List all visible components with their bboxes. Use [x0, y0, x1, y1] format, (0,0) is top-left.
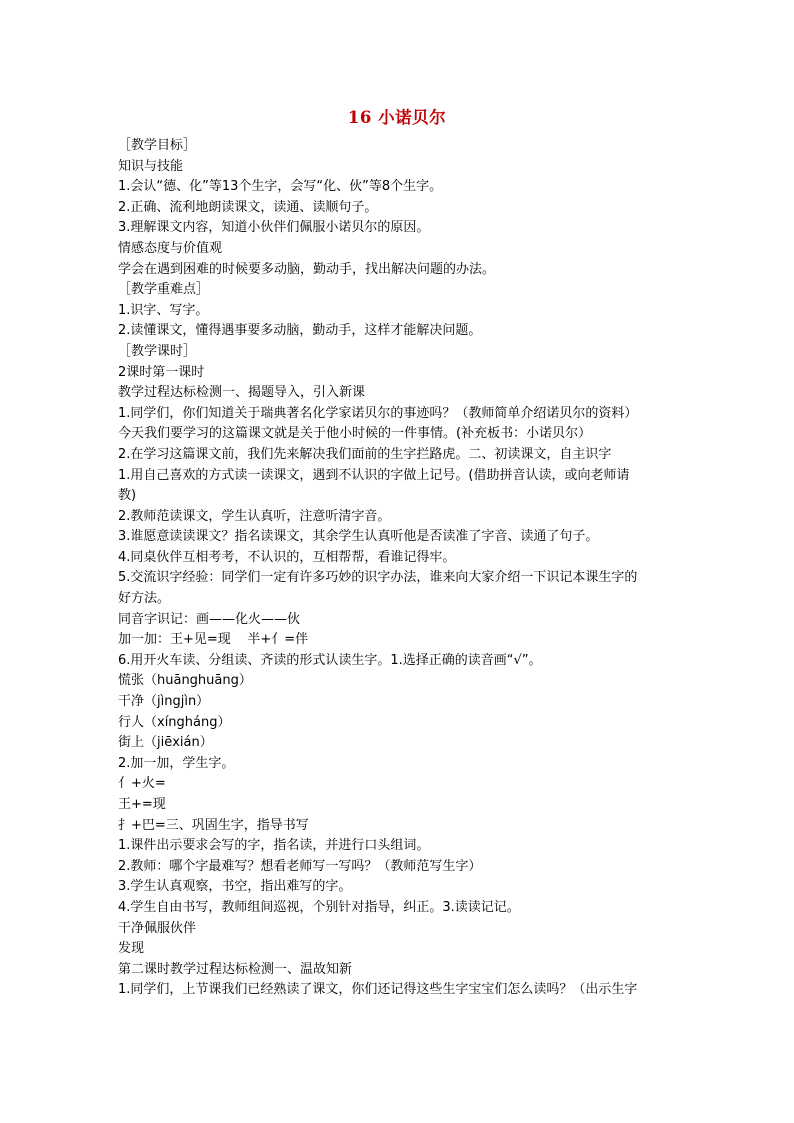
text-line: 2.加一加，学生字。	[118, 755, 235, 771]
text-line: ［教学重难点］	[118, 282, 210, 298]
text-line: 6.用开火车读、分组读、齐读的形式认读生字。1.选择正确的读音画“√”。	[118, 652, 542, 668]
text-line: 1.用自己喜欢的方式读一读课文，遇到不认识的字做上记号。(借助拼音认读，或向老师请	[118, 467, 630, 483]
text-line: 1.识字、写字。	[118, 302, 209, 318]
text-line: 1.同学们，上节课我们已经熟读了课文，你们还记得这些生字宝宝们怎么读吗？（出示生字	[118, 982, 638, 998]
text-line: 今天我们要学习的这篇课文就是关于他小时候的一件事情。(补充板书：小诺贝尔）	[118, 426, 592, 442]
text-line: 亻+火=	[118, 776, 166, 792]
text-line: 教)	[118, 488, 137, 504]
text-line: 王+=现	[118, 797, 166, 812]
text-line: 街上（jiēxián）	[118, 735, 213, 751]
text-line: 1.会认“德、化”等13个生字，会写“化、伙”等8个生字。	[118, 179, 443, 195]
text-line: 3.谁愿意读读课文？指名读课文，其余学生认真听他是否读准了字音、读通了句子。	[118, 529, 599, 545]
text-line: 行人（xíngháng）	[118, 714, 231, 730]
text-line: 1.课件出示要求会写的字，指名读，并进行口头组词。	[118, 838, 430, 854]
text-line: 5.交流识字经验：同学们一定有许多巧妙的识字办法，谁来向大家介绍一下识记本课生字的	[118, 570, 638, 586]
text-line: 同音字识记：画——化火——伙	[118, 611, 301, 627]
text-line: 发现	[118, 941, 145, 957]
text-line: 加一加：王+见=现 半+亻=伴	[118, 632, 309, 648]
text-line: 2课时第一课时	[118, 364, 205, 380]
text-line: 第二课时教学过程达标检测一、温故知新	[118, 961, 353, 977]
text-line: 1.同学们，你们知道关于瑞典著名化学家诺贝尔的事迹吗？（教师简单介绍诺贝尔的资料）	[118, 405, 638, 421]
text-line: 学会在遇到困难的时候要多动脑，勤动手，找出解决问题的办法。	[118, 261, 496, 277]
text-line: 干净（jìngjìn）	[118, 694, 210, 710]
lesson-plan-body	[118, 136, 680, 1001]
text-line: ［教学目标］	[118, 138, 197, 153]
text-line: 3.理解课文内容，知道小伙伴们佩服小诺贝尔的原因。	[118, 220, 430, 236]
text-line: 4.学生自由书写，教师组间巡视，个别针对指导，纠正。3.读读记记。	[118, 899, 520, 915]
text-line: 2.正确、流利地朗读课文，读通、读顺句子。	[118, 199, 378, 215]
text-line: ［教学课时］	[118, 343, 197, 359]
lesson-title: 16 小诺贝尔	[347, 108, 447, 127]
text-line: 2.教师：哪个字最难写？想看老师写一写吗？（教师范写生字）	[118, 858, 482, 874]
text-line: 扌+巴=三、巩固生字，指导书写	[118, 817, 309, 833]
text-line: 情感态度与价值观	[118, 240, 223, 256]
text-line: 慌张（huānghuāng）	[118, 673, 252, 689]
text-line: 好方法。	[118, 591, 171, 607]
text-line: 3.学生认真观察，书空，指出难写的字。	[118, 879, 352, 895]
text-line: 2.在学习这篇课文前，我们先来解决我们面前的生字拦路虎。二、初读课文，自主识字	[118, 446, 612, 462]
text-line: 4.同桌伙伴互相考考，不认识的，互相帮帮，看谁记得牢。	[118, 549, 456, 565]
text-line: 干净佩服伙伴	[118, 920, 197, 936]
text-line: 知识与技能	[118, 158, 184, 174]
text-line: 2.读懂课文，懂得遇事要多动脑，勤动手，这样才能解决问题。	[118, 323, 482, 339]
text-line: 教学过程达标检测一、揭题导入，引入新课	[118, 385, 366, 401]
text-line: 2.教师范读课文，学生认真听，注意听清字音。	[118, 508, 391, 524]
